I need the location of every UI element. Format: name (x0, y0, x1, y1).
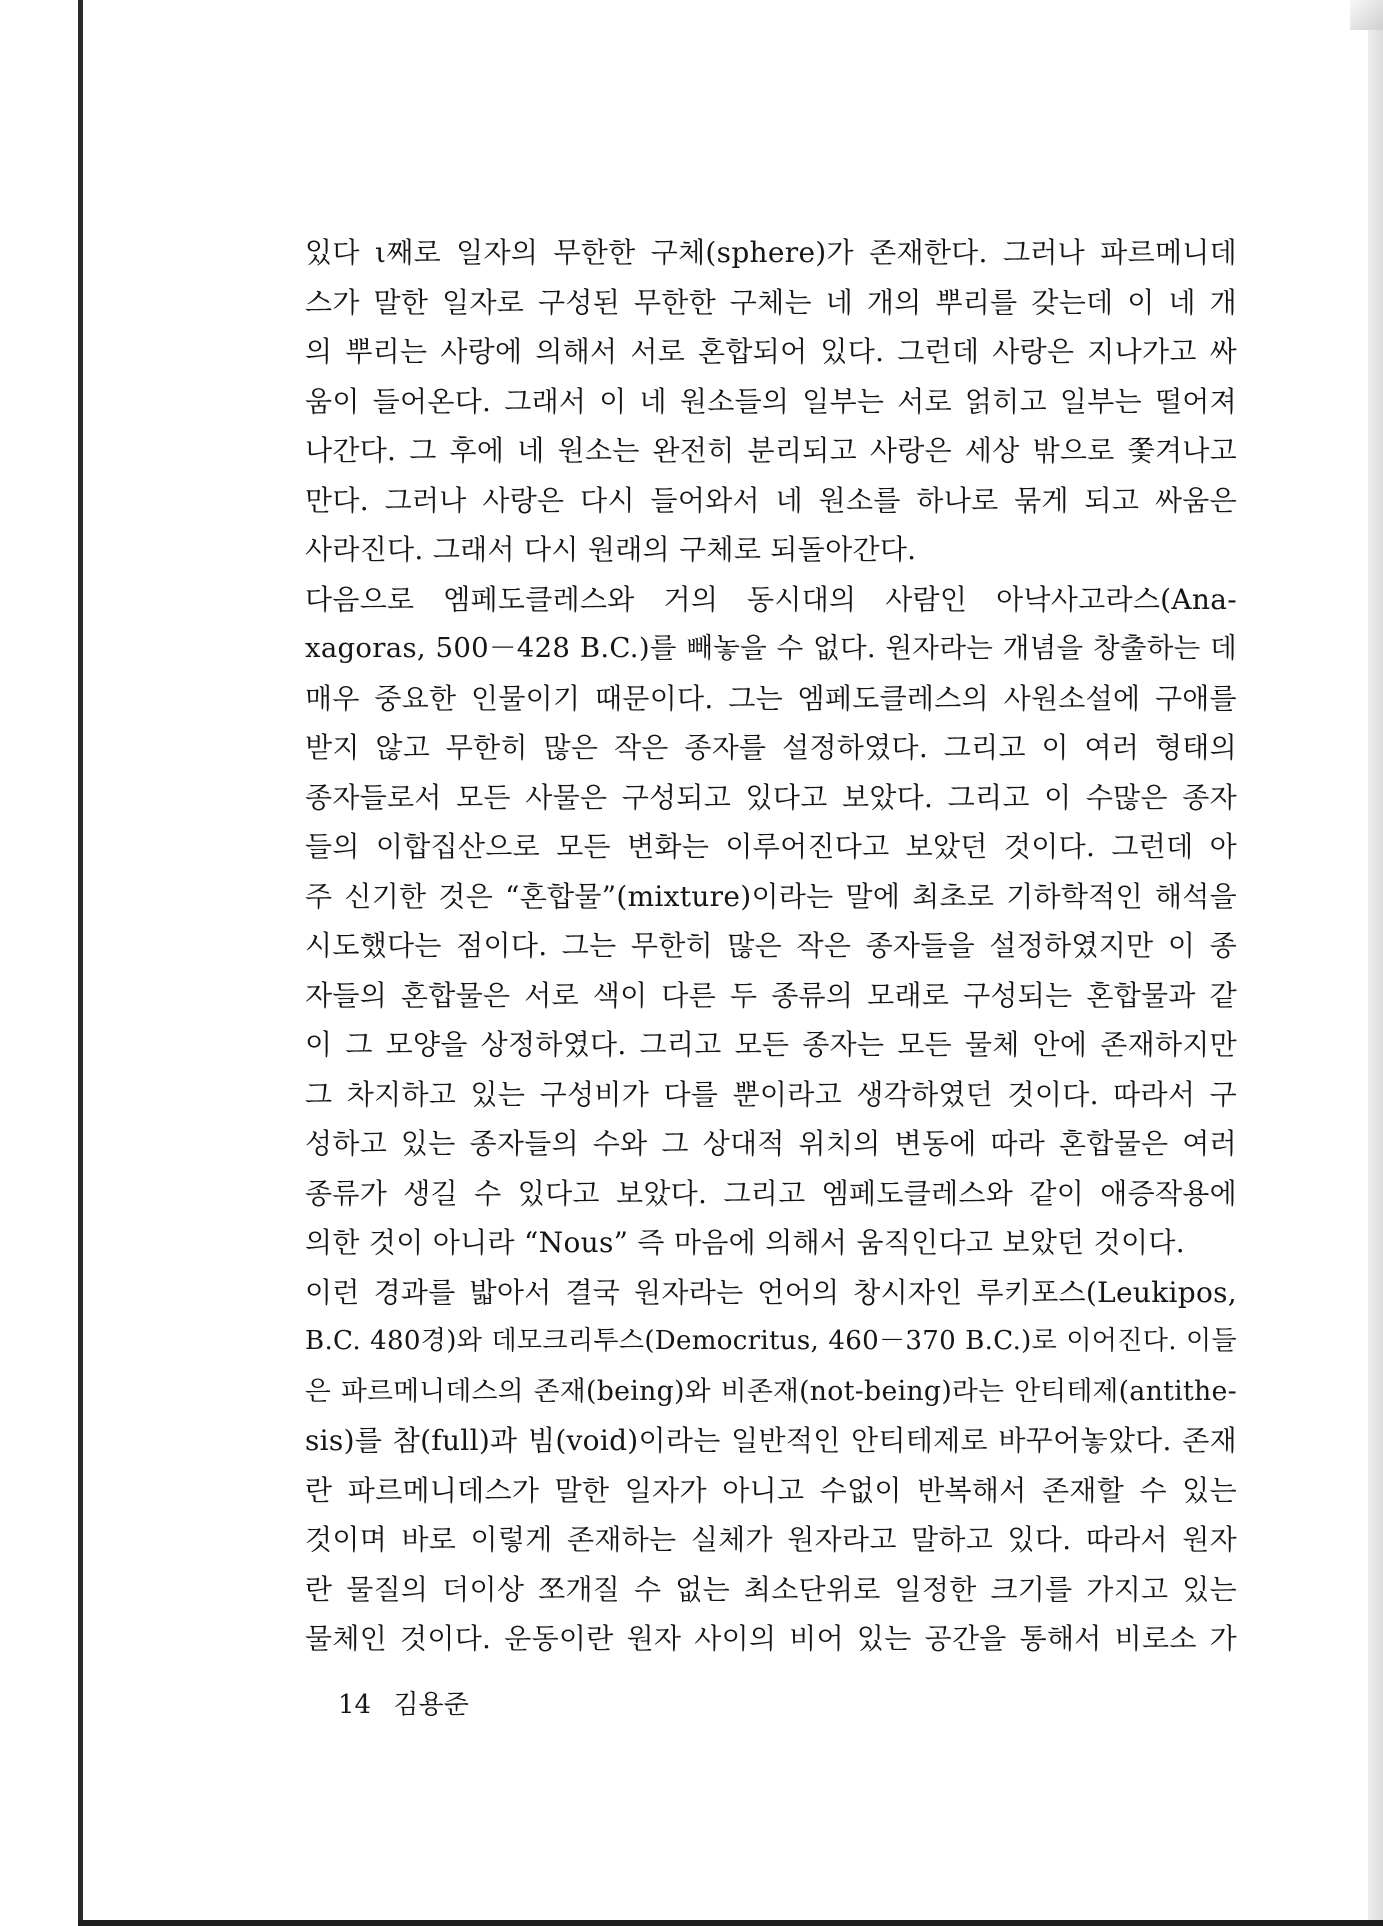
text-line: 주 신기한 것은 “혼합물”(mixture)이라는 말에 최초로 기하학적인 해석을 (305, 879, 1237, 913)
text-line: 종자들로서 모든 사물은 구성되고 있다고 보았다. 그리고 이 수많은 종자 (305, 780, 1237, 814)
text-line: 매우 중요한 인물이기 때문이다. 그는 엠페도클레스의 사원소설에 구애를 (305, 681, 1237, 715)
text-line: 란 물질의 더이상 쪼개질 수 없는 최소단위로 일정한 크기를 가지고 있는 (305, 1572, 1237, 1606)
text-line: 것이며 바로 이렇게 존재하는 실체가 원자라고 말하고 있다. 따라서 원자 (305, 1523, 1237, 1556)
text-line: 사라진다. 그래서 다시 원래의 구체로 되돌아간다. (305, 533, 917, 566)
text-line: 의 뿌리는 사랑에 의해서 서로 혼합되어 있다. 그런데 사랑은 지나가고 싸 (305, 335, 1237, 368)
text-line: 란 파르메니데스가 말한 일자가 아니고 수없이 반복해서 존재할 수 있는 (305, 1473, 1237, 1507)
text-line: B.C. 480경)와 데모크리투스(Democritus, 460－370 B.C.)로 이어진다. 이들 (305, 1326, 1237, 1356)
text-line: 이 그 모양을 상정하였다. 그리고 모든 종자는 모든 물체 안에 존재하지만 (305, 1028, 1237, 1061)
text-line: 자들의 혼합물은 서로 색이 다른 두 종류의 모래로 구성되는 혼합물과 같 (305, 978, 1237, 1012)
text-line: 나간다. 그 후에 네 원소는 완전히 분리되고 사랑은 세상 밖으로 쫓겨나고 (305, 434, 1237, 467)
text-line: 다음으로 엠페도클레스와 거의 동시대의 사람인 아낙사고라스(Ana- (305, 582, 1237, 616)
text-line: xagoras, 500－428 B.C.)를 빼놓을 수 없다. 원자라는 개념을 창출하는 데 (305, 632, 1237, 664)
text-line: 이런 경과를 밟아서 결국 원자라는 언어의 창시자인 루키포스(Leukipos, (305, 1275, 1237, 1309)
text-line: 물체인 것이다. 운동이란 원자 사이의 비어 있는 공간을 통해서 비로소 가 (305, 1622, 1237, 1655)
text-line: 시도했다는 점이다. 그는 무한히 많은 작은 종자들을 설정하였지만 이 종 (305, 929, 1237, 962)
text-line: 받지 않고 무한히 많은 작은 종자를 설정하였다. 그리고 이 여러 형태의 (305, 731, 1237, 764)
text-line: 은 파르메니데스의 존재(being)와 비존재(not-being)라는 안티테제(antithe- (305, 1375, 1237, 1407)
text-line: 그 차지하고 있는 구성비가 다를 뿐이라고 생각하였던 것이다. 따라서 구 (305, 1077, 1237, 1111)
page-number: 14 (338, 1690, 372, 1720)
text-line: 의한 것이 아니라 “Nous” 즉 마음에 의해서 움직인다고 보았던 것이다. (305, 1226, 1185, 1259)
text-line: 움이 들어온다. 그래서 이 네 원소들의 일부는 서로 얽히고 일부는 떨어져 (305, 384, 1237, 418)
text-line: 성하고 있는 종자들의 수와 그 상대적 위치의 변동에 따라 혼합물은 여러 (305, 1127, 1237, 1160)
text-line: 만다. 그러나 사랑은 다시 들어와서 네 원소를 하나로 묶게 되고 싸움은 (305, 483, 1237, 517)
page-right-edge (1368, 0, 1383, 1926)
text-line: 들의 이합집산으로 모든 변화는 이루어진다고 보았던 것이다. 그런데 아 (305, 830, 1237, 863)
text-line: 스가 말한 일자로 구성된 무한한 구체는 네 개의 뿌리를 갖는데 이 네 개 (305, 285, 1237, 319)
text-line: sis)를 참(full)과 빔(void)이라는 일반적인 안티테제로 바꾸어놓았다. 존재 (305, 1424, 1237, 1457)
body-text (305, 228, 1237, 1664)
page-corner-curl (1350, 0, 1383, 30)
page-left-edge (78, 0, 83, 1926)
page-bottom-edge (78, 1920, 1383, 1926)
page-footer (338, 1684, 469, 1721)
text-line: 있다 ι째로 일자의 무한한 구체(sphere)가 존재한다. 그러나 파르메니데 (305, 236, 1237, 269)
text-line: 종류가 생길 수 있다고 보았다. 그리고 엠페도클레스와 같이 애증작용에 (305, 1176, 1237, 1210)
author-name: 김용준 (393, 1690, 469, 1720)
